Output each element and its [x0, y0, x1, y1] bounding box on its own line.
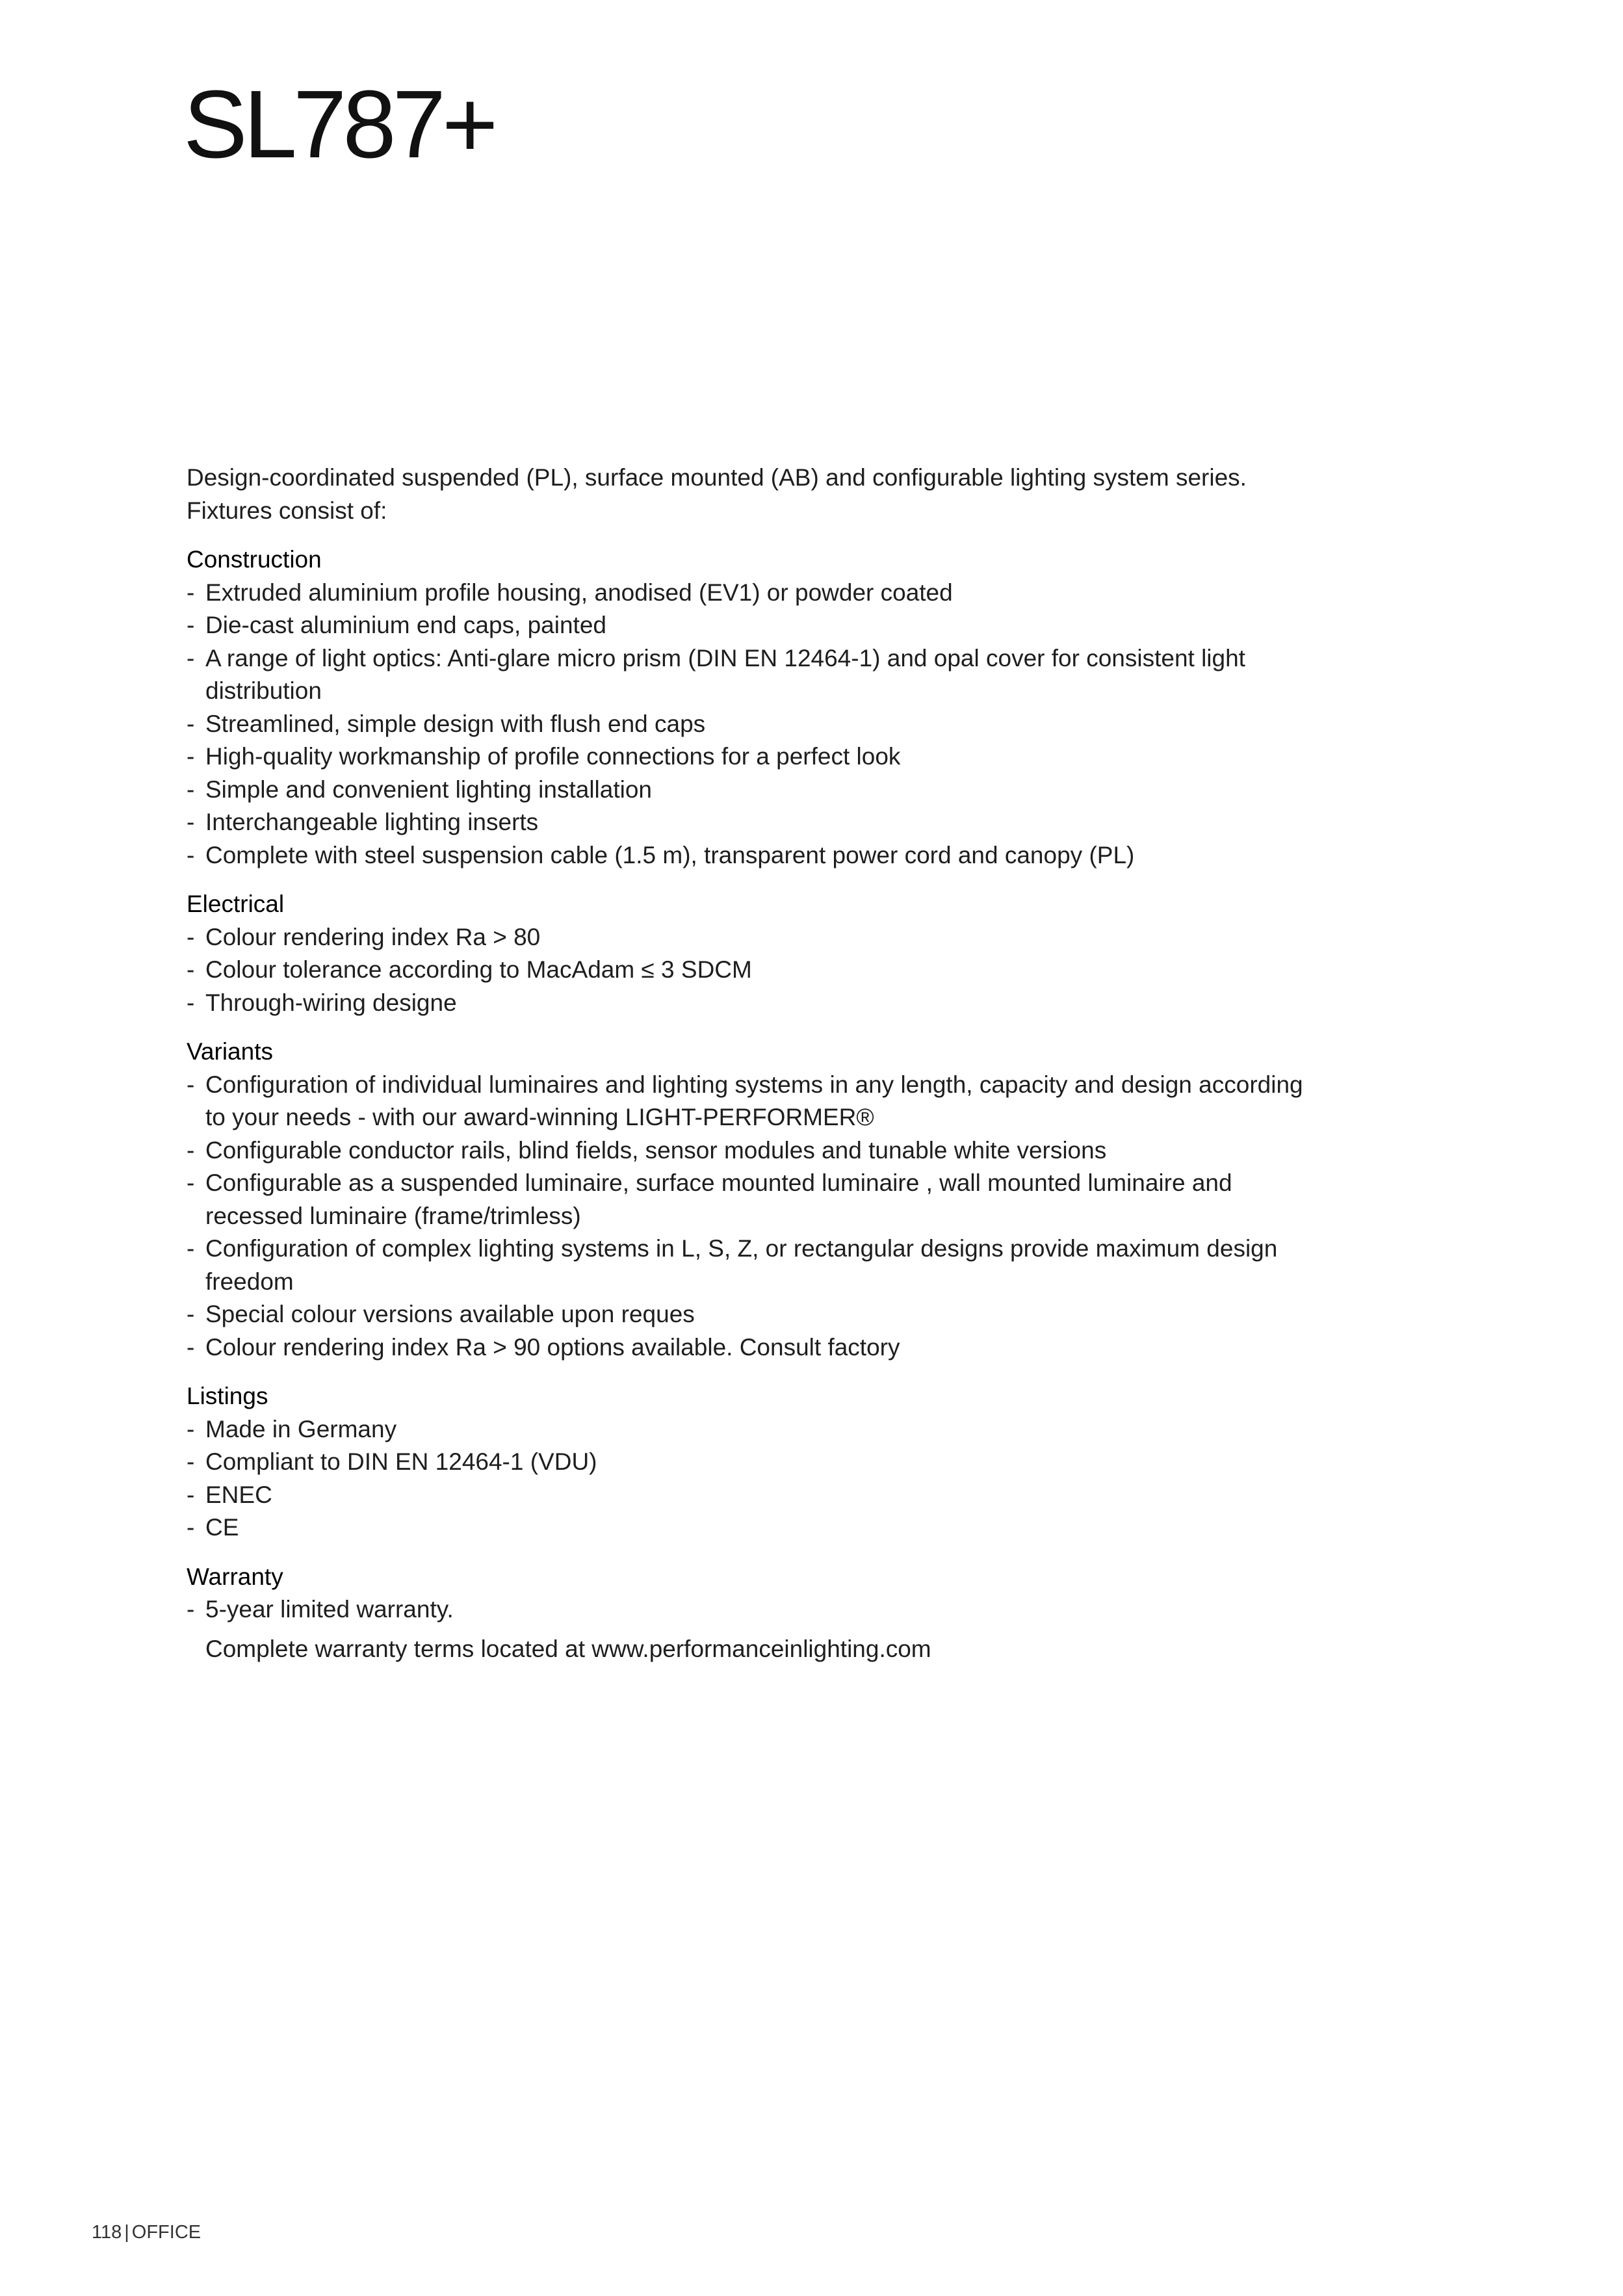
- page-title: SL787+: [183, 71, 495, 178]
- list-item: - Extruded aluminium profile housing, anodised (EV1) or powder coated: [187, 577, 1305, 610]
- list-item: - A range of light optics: Anti-glare micro prism (DIN EN 12464-1) and opal cover for consistent light distribution: [187, 642, 1305, 708]
- list-item: - Configuration of individual luminaires and lighting systems in any length, capacity and design according to your needs - with our award-winning LIGHT-PERFORMER®: [187, 1069, 1305, 1134]
- intro-line-1: Design-coordinated suspended (PL), surface mounted (AB) and configurable lighting system series.: [187, 464, 1247, 491]
- list-item: - Special colour versions available upon reques: [187, 1298, 1305, 1331]
- listings-section: [187, 1380, 1305, 1545]
- construction-list: [187, 577, 1305, 872]
- variants-section: [187, 1036, 1305, 1364]
- variants-list: [187, 1069, 1305, 1364]
- list-item: - Die-cast aluminium end caps, painted: [187, 609, 1305, 642]
- list-item: - 5-year limited warranty.: [187, 1593, 1305, 1626]
- section-heading-variants: Variants: [187, 1038, 273, 1065]
- list-item: - High-quality workmanship of profile connections for a perfect look: [187, 740, 1305, 774]
- section-heading-construction: Construction: [187, 546, 322, 573]
- footer-separator: |: [124, 2222, 129, 2243]
- list-item: - Configurable conductor rails, blind fields, sensor modules and tunable white versions: [187, 1134, 1305, 1168]
- list-item: - Interchangeable lighting inserts: [187, 806, 1305, 839]
- intro-line-2: Fixtures consist of:: [187, 497, 387, 524]
- list-item: - Streamlined, simple design with flush end caps: [187, 708, 1305, 741]
- list-item: - ENEC: [187, 1479, 1305, 1512]
- section-heading-warranty: Warranty: [187, 1563, 283, 1590]
- list-item: - CE: [187, 1511, 1305, 1545]
- list-item: - Simple and convenient lighting installation: [187, 774, 1305, 807]
- construction-section: [187, 543, 1305, 872]
- spec-content: [187, 462, 1305, 1665]
- list-item: - Complete with steel suspension cable (1.5 m), transparent power cord and canopy (PL): [187, 839, 1305, 872]
- list-item: - Through-wiring designe: [187, 987, 1305, 1020]
- list-item: - Configuration of complex lighting systems in L, S, Z, or rectangular designs provide maximum design freedom: [187, 1233, 1305, 1298]
- list-item: - Compliant to DIN EN 12464-1 (VDU): [187, 1446, 1305, 1479]
- section-heading-electrical: Electrical: [187, 891, 285, 917]
- electrical-section: [187, 888, 1305, 1019]
- intro-paragraph: [187, 462, 1305, 527]
- page-number: 118: [92, 2222, 122, 2243]
- footer-section-label: OFFICE: [131, 2222, 201, 2243]
- warranty-terms-note: Complete warranty terms located at www.performanceinlighting.com: [205, 1635, 931, 1662]
- warranty-section: [187, 1561, 1305, 1666]
- list-item: - Made in Germany: [187, 1413, 1305, 1446]
- warranty-list: [187, 1593, 1305, 1626]
- list-item: - Colour rendering index Ra > 80: [187, 921, 1305, 954]
- section-heading-listings: Listings: [187, 1383, 268, 1409]
- list-item: - Configurable as a suspended luminaire, surface mounted luminaire , wall mounted luminaire and recessed luminaire (frame/trimless): [187, 1167, 1305, 1233]
- list-item: - Colour rendering index Ra > 90 options available. Consult factory: [187, 1331, 1305, 1364]
- electrical-list: [187, 921, 1305, 1020]
- list-item: - Colour tolerance according to MacAdam ≤ 3 SDCM: [187, 954, 1305, 987]
- listings-list: [187, 1413, 1305, 1545]
- page-footer: [92, 2221, 201, 2244]
